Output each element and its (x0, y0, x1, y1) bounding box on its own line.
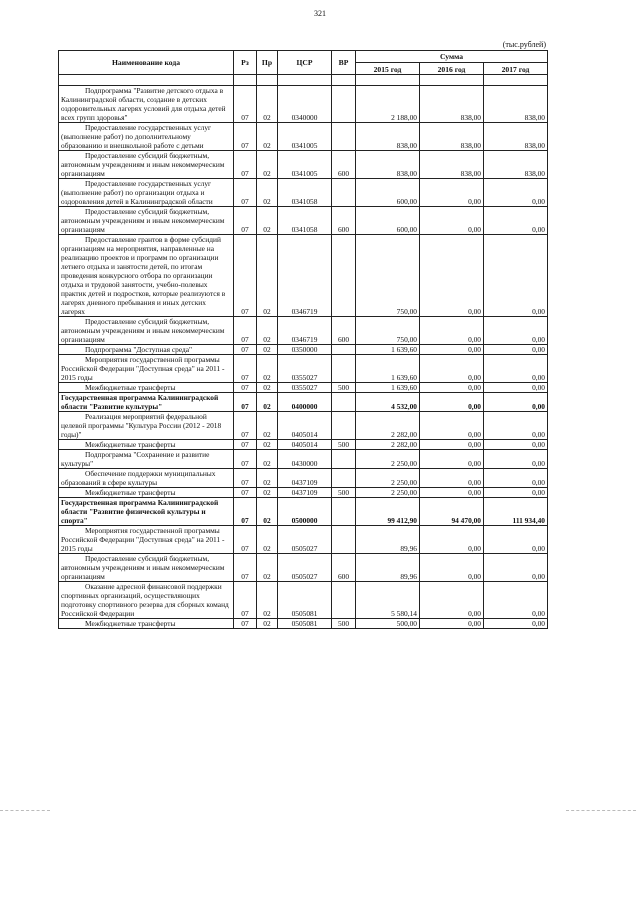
cell-csr: 0355027 (278, 383, 332, 393)
spacer-cell (234, 75, 257, 86)
cell-pr: 02 (257, 526, 278, 554)
table-row (59, 526, 548, 554)
cell-pr: 02 (257, 86, 278, 123)
cell-name: Мероприятия государственной программы Российской Федерации "Доступная среда" на 2011 - 2015 годы (59, 355, 234, 383)
cell-y2015: 89,96 (356, 526, 420, 554)
header-pr: Пр (257, 51, 278, 75)
cell-vr (332, 123, 356, 151)
cell-name: Межбюджетные трансферты (59, 440, 234, 450)
cell-y2015: 2 250,00 (356, 488, 420, 498)
table-body (59, 86, 548, 629)
cell-pr: 02 (257, 582, 278, 619)
cell-pr: 02 (257, 235, 278, 317)
table-row (59, 440, 548, 450)
spacer-cell (484, 75, 548, 86)
cell-pr: 02 (257, 151, 278, 179)
header-name: Наименование кода (59, 51, 234, 75)
cell-pr: 02 (257, 393, 278, 412)
cell-vr: 600 (332, 207, 356, 235)
cell-vr (332, 179, 356, 207)
cell-csr: 0346719 (278, 317, 332, 345)
cell-rz: 07 (234, 554, 257, 582)
cell-pr: 02 (257, 498, 278, 526)
cell-csr: 0505027 (278, 526, 332, 554)
cell-y2017: 0,00 (484, 383, 548, 393)
header-csr: ЦСР (278, 51, 332, 75)
header-rz: Рз (234, 51, 257, 75)
cell-rz: 07 (234, 151, 257, 179)
cell-y2016: 0,00 (420, 412, 484, 440)
cell-pr: 02 (257, 554, 278, 582)
cell-y2017: 838,00 (484, 151, 548, 179)
cell-name: Подпрограмма "Сохранение и развитие культуры" (59, 450, 234, 469)
cell-y2015: 750,00 (356, 317, 420, 345)
cell-name: Предоставление субсидий бюджетным, автономным учреждениям и иным некоммерческим организациям (59, 554, 234, 582)
cell-y2017: 0,00 (484, 355, 548, 383)
cell-pr: 02 (257, 412, 278, 440)
cell-csr: 0340000 (278, 86, 332, 123)
cell-y2017: 0,00 (484, 450, 548, 469)
cell-pr: 02 (257, 317, 278, 345)
cell-y2016: 0,00 (420, 554, 484, 582)
table-row (59, 355, 548, 383)
cell-pr: 02 (257, 179, 278, 207)
cell-csr: 0405014 (278, 440, 332, 450)
table-row (59, 179, 548, 207)
page-number: 321 (314, 9, 326, 18)
cell-name: Предоставление субсидий бюджетным, автономным учреждениям и иным некоммерческим организациям (59, 317, 234, 345)
cell-y2016: 838,00 (420, 151, 484, 179)
cell-y2016: 0,00 (420, 235, 484, 317)
cell-rz: 07 (234, 526, 257, 554)
header-vr: ВР (332, 51, 356, 75)
cell-pr: 02 (257, 383, 278, 393)
cell-y2017: 0,00 (484, 582, 548, 619)
cell-y2017: 111 934,40 (484, 498, 548, 526)
cell-csr: 0350000 (278, 345, 332, 355)
cell-pr: 02 (257, 619, 278, 629)
cell-y2017: 0,00 (484, 317, 548, 345)
cell-vr (332, 412, 356, 440)
table-row (59, 554, 548, 582)
cell-csr: 0505027 (278, 554, 332, 582)
header-2016: 2016 год (420, 63, 484, 75)
table-row (59, 151, 548, 179)
cell-pr: 02 (257, 469, 278, 488)
cell-vr (332, 526, 356, 554)
spacer-cell (420, 75, 484, 86)
cell-y2017: 0,00 (484, 412, 548, 440)
cell-pr: 02 (257, 488, 278, 498)
cell-vr: 500 (332, 440, 356, 450)
cell-rz: 07 (234, 235, 257, 317)
cell-y2017: 838,00 (484, 86, 548, 123)
cell-name: Подпрограмма "Доступная среда" (59, 345, 234, 355)
cell-y2016: 0,00 (420, 383, 484, 393)
cell-pr: 02 (257, 207, 278, 235)
table-row (59, 393, 548, 412)
cell-csr: 0400000 (278, 393, 332, 412)
cell-y2015: 2 250,00 (356, 450, 420, 469)
cell-name: Реализация мероприятий федеральной целевой программы "Культура России (2012 - 2018 годы)" (59, 412, 234, 440)
cell-pr: 02 (257, 355, 278, 383)
cell-y2017: 0,00 (484, 526, 548, 554)
cell-y2016: 0,00 (420, 345, 484, 355)
cell-y2016: 0,00 (420, 582, 484, 619)
cell-vr (332, 86, 356, 123)
cell-rz: 07 (234, 619, 257, 629)
scan-artifact-left (0, 810, 50, 811)
cell-csr: 0505081 (278, 619, 332, 629)
spacer-cell (59, 75, 234, 86)
table-row (59, 317, 548, 345)
cell-name: Межбюджетные трансферты (59, 488, 234, 498)
cell-name: Предоставление грантов в форме субсидий организациям на мероприятия, направленные на реализацию проектов и программ по организации летнего отдыха и занятости детей, по итогам проведения конкурсного отбора по организации отдыха и трудовой занятости, учебно-полевых практик детей и подростков, которые реализуются в лагерях дневного пребывания и иных детских лагерях (59, 235, 234, 317)
cell-csr: 0500000 (278, 498, 332, 526)
cell-rz: 07 (234, 207, 257, 235)
cell-rz: 07 (234, 498, 257, 526)
cell-name: Предоставление государственных услуг (выполнение работ) по дополнительному образованию и внешкольной работе с детьми (59, 123, 234, 151)
table-row (59, 123, 548, 151)
cell-y2015: 838,00 (356, 123, 420, 151)
cell-y2015: 2 282,00 (356, 440, 420, 450)
cell-csr: 0437109 (278, 469, 332, 488)
cell-name: Предоставление субсидий бюджетным, автономным учреждениям и иным некоммерческим организациям (59, 151, 234, 179)
cell-rz: 07 (234, 123, 257, 151)
cell-csr: 0355027 (278, 355, 332, 383)
cell-y2015: 838,00 (356, 151, 420, 179)
cell-y2015: 750,00 (356, 235, 420, 317)
table-row (59, 469, 548, 488)
cell-y2017: 0,00 (484, 235, 548, 317)
cell-name: Межбюджетные трансферты (59, 619, 234, 629)
cell-csr: 0341058 (278, 179, 332, 207)
cell-name: Государственная программа Калининградской области "Развитие культуры" (59, 393, 234, 412)
cell-y2016: 838,00 (420, 86, 484, 123)
cell-vr (332, 355, 356, 383)
cell-vr: 600 (332, 151, 356, 179)
cell-y2016: 838,00 (420, 123, 484, 151)
cell-csr: 0346719 (278, 235, 332, 317)
cell-name: Государственная программа Калининградской области "Развитие физической культуры и спорта" (59, 498, 234, 526)
cell-y2016: 0,00 (420, 179, 484, 207)
cell-y2016: 0,00 (420, 355, 484, 383)
cell-y2016: 0,00 (420, 317, 484, 345)
cell-y2017: 0,00 (484, 488, 548, 498)
cell-y2015: 500,00 (356, 619, 420, 629)
cell-name: Подпрограмма "Развитие детского отдыха в Калининградской области, создание в детских оздоровительных лагерях условий для отдыха детей всех групп здоровья" (59, 86, 234, 123)
cell-vr: 600 (332, 317, 356, 345)
cell-csr: 0341058 (278, 207, 332, 235)
cell-y2016: 0,00 (420, 440, 484, 450)
cell-rz: 07 (234, 317, 257, 345)
cell-vr (332, 235, 356, 317)
cell-csr: 0505081 (278, 582, 332, 619)
cell-y2015: 2 282,00 (356, 412, 420, 440)
cell-rz: 07 (234, 86, 257, 123)
cell-name: Мероприятия государственной программы Российской Федерации "Доступная среда" на 2011 - 2015 годы (59, 526, 234, 554)
budget-table (58, 50, 548, 629)
table-row (59, 412, 548, 440)
cell-vr (332, 345, 356, 355)
cell-y2017: 0,00 (484, 619, 548, 629)
cell-y2017: 0,00 (484, 393, 548, 412)
cell-y2016: 0,00 (420, 619, 484, 629)
cell-rz: 07 (234, 355, 257, 383)
cell-y2017: 0,00 (484, 440, 548, 450)
cell-rz: 07 (234, 345, 257, 355)
cell-vr (332, 450, 356, 469)
cell-y2017: 0,00 (484, 554, 548, 582)
cell-vr: 500 (332, 383, 356, 393)
cell-y2015: 2 188,00 (356, 86, 420, 123)
cell-y2016: 0,00 (420, 207, 484, 235)
cell-vr (332, 469, 356, 488)
cell-y2017: 838,00 (484, 123, 548, 151)
cell-vr: 500 (332, 488, 356, 498)
cell-vr (332, 498, 356, 526)
cell-y2015: 1 639,60 (356, 355, 420, 383)
table-row (59, 86, 548, 123)
table-row (59, 488, 548, 498)
cell-rz: 07 (234, 179, 257, 207)
cell-y2015: 600,00 (356, 179, 420, 207)
table-row (59, 235, 548, 317)
cell-y2016: 0,00 (420, 526, 484, 554)
cell-name: Предоставление субсидий бюджетным, автономным учреждениям и иным некоммерческим организациям (59, 207, 234, 235)
header-2015: 2015 год (356, 63, 420, 75)
cell-name: Обеспечение поддержки муниципальных образований в сфере культуры (59, 469, 234, 488)
header-2017: 2017 год (484, 63, 548, 75)
spacer-cell (257, 75, 278, 86)
cell-y2016: 0,00 (420, 469, 484, 488)
table-row (59, 619, 548, 629)
cell-vr: 600 (332, 554, 356, 582)
cell-y2015: 4 532,00 (356, 393, 420, 412)
cell-y2015: 600,00 (356, 207, 420, 235)
cell-y2015: 5 580,14 (356, 582, 420, 619)
table-row (59, 498, 548, 526)
header-sum: Сумма (356, 51, 548, 63)
cell-name: Предоставление государственных услуг (выполнение работ) по организации отдыха и оздоровления детей в Калининградской области (59, 179, 234, 207)
cell-name: Оказание адресной финансовой поддержки спортивных организаций, осуществляющих подготовку спортивного резерва для сборных команд Российской Федерации (59, 582, 234, 619)
cell-y2015: 1 639,60 (356, 345, 420, 355)
scan-artifact-right (566, 810, 636, 811)
table-row (59, 450, 548, 469)
cell-rz: 07 (234, 412, 257, 440)
cell-y2016: 0,00 (420, 488, 484, 498)
cell-y2016: 0,00 (420, 450, 484, 469)
cell-rz: 07 (234, 383, 257, 393)
table-row (59, 582, 548, 619)
cell-pr: 02 (257, 123, 278, 151)
cell-rz: 07 (234, 469, 257, 488)
cell-rz: 07 (234, 393, 257, 412)
cell-y2015: 99 412,90 (356, 498, 420, 526)
cell-vr: 500 (332, 619, 356, 629)
cell-csr: 0430000 (278, 450, 332, 469)
cell-csr: 0341005 (278, 151, 332, 179)
cell-y2017: 0,00 (484, 469, 548, 488)
units-label: (тыс.рублей) (502, 40, 546, 49)
table-row (59, 345, 548, 355)
cell-rz: 07 (234, 450, 257, 469)
cell-y2016: 94 470,00 (420, 498, 484, 526)
cell-csr: 0341005 (278, 123, 332, 151)
cell-csr: 0405014 (278, 412, 332, 440)
cell-y2017: 0,00 (484, 345, 548, 355)
cell-y2015: 2 250,00 (356, 469, 420, 488)
cell-vr (332, 393, 356, 412)
spacer-cell (332, 75, 356, 86)
table-row (59, 207, 548, 235)
cell-name: Межбюджетные трансферты (59, 383, 234, 393)
cell-y2017: 0,00 (484, 179, 548, 207)
cell-y2015: 89,96 (356, 554, 420, 582)
cell-y2015: 1 639,60 (356, 383, 420, 393)
cell-rz: 07 (234, 440, 257, 450)
spacer-cell (278, 75, 332, 86)
cell-pr: 02 (257, 345, 278, 355)
spacer-cell (356, 75, 420, 86)
cell-y2016: 0,00 (420, 393, 484, 412)
cell-csr: 0437109 (278, 488, 332, 498)
cell-pr: 02 (257, 450, 278, 469)
cell-y2017: 0,00 (484, 207, 548, 235)
cell-rz: 07 (234, 488, 257, 498)
cell-vr (332, 582, 356, 619)
table-row (59, 383, 548, 393)
cell-rz: 07 (234, 582, 257, 619)
cell-pr: 02 (257, 440, 278, 450)
